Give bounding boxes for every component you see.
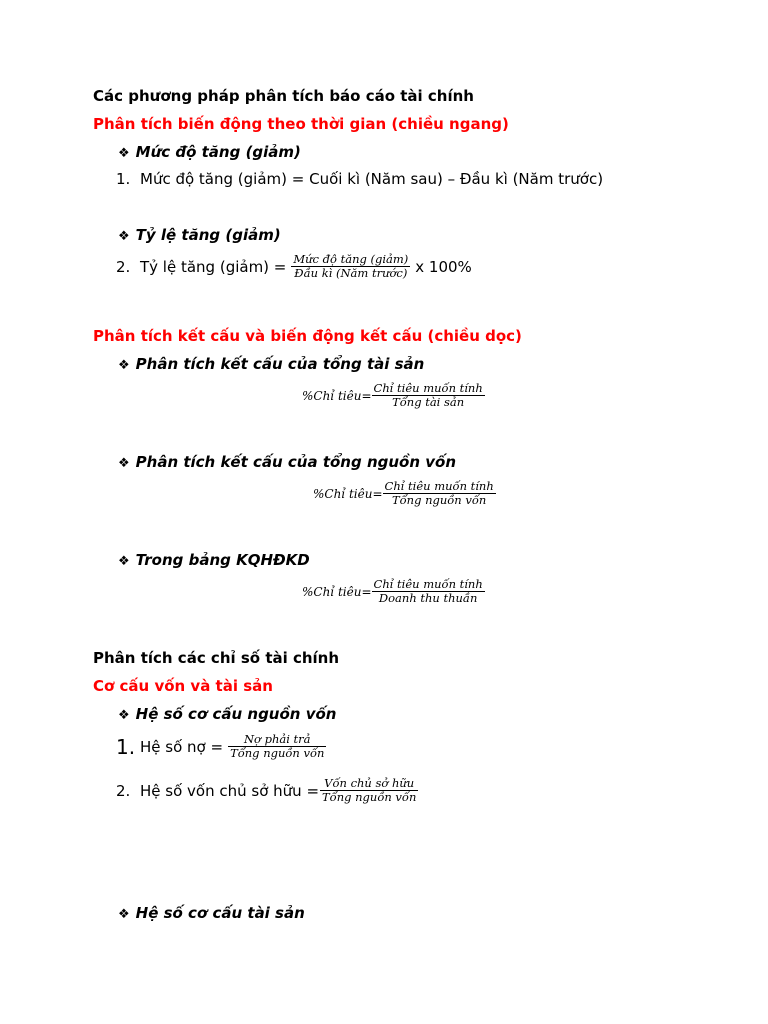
formula-capital-structure bbox=[313, 480, 496, 507]
bullet-item-capital-structure bbox=[118, 453, 456, 471]
bullet-item-income-statement bbox=[118, 551, 310, 569]
diamond-bullet-icon: ❖ bbox=[118, 708, 130, 723]
list-number: 2. bbox=[116, 257, 131, 276]
formula-income-statement bbox=[302, 578, 485, 605]
formula-fraction bbox=[228, 733, 326, 760]
list-item-1 bbox=[116, 170, 603, 188]
subsection-heading-structure: Cơ cấu vốn và tài sản bbox=[93, 677, 273, 695]
formula-lhs: %Chỉ tiêu= bbox=[302, 388, 372, 403]
bullet-label: Tỷ lệ tăng (giảm) bbox=[135, 226, 281, 244]
formula-asset-structure bbox=[302, 382, 485, 409]
formula-lhs: %Chỉ tiêu= bbox=[302, 584, 372, 599]
bullet-label: Hệ số cơ cấu tài sản bbox=[135, 904, 305, 922]
fraction-denominator: Tổng nguồn vốn bbox=[230, 746, 325, 760]
fraction-numerator: Chỉ tiêu muốn tính bbox=[373, 577, 483, 591]
bullet-item-asset-structure bbox=[118, 355, 424, 373]
bullet-item-asset-ratio bbox=[118, 904, 305, 922]
formula-fraction bbox=[372, 382, 485, 409]
section-heading-horizontal: Phân tích biến động theo thời gian (chiều ngang) bbox=[93, 115, 509, 133]
bullet-item-funding-structure bbox=[118, 705, 336, 723]
fraction-denominator: Đầu kì (Năm trước) bbox=[291, 266, 410, 280]
fraction-numerator: Chỉ tiêu muốn tính bbox=[373, 381, 483, 395]
fraction-numerator: Vốn chủ sở hữu bbox=[324, 776, 415, 790]
list-text: Mức độ tăng (giảm) = Cuối kì (Năm sau) – Đầu kì (Năm trước) bbox=[140, 170, 604, 188]
list-item-equity-ratio bbox=[116, 777, 418, 804]
bullet-label: Phân tích kết cấu của tổng nguồn vốn bbox=[135, 453, 457, 471]
diamond-bullet-icon: ❖ bbox=[118, 358, 130, 373]
fraction-denominator: Doanh thu thuần bbox=[372, 591, 485, 605]
formula-fraction bbox=[320, 777, 418, 804]
list-number: 2. bbox=[116, 781, 131, 800]
section-heading-ratios: Phân tích các chỉ số tài chính bbox=[93, 649, 340, 667]
list-text: Tỷ lệ tăng (giảm) = bbox=[140, 257, 287, 276]
fraction-numerator: Chỉ tiêu muốn tính bbox=[384, 479, 494, 493]
bullet-label: Trong bảng KQHĐKD bbox=[135, 551, 310, 569]
list-item-debt-ratio bbox=[116, 733, 326, 760]
formula-fraction bbox=[372, 578, 485, 605]
bullet-label: Phân tích kết cấu của tổng tài sản bbox=[135, 355, 425, 373]
diamond-bullet-icon: ❖ bbox=[118, 456, 130, 471]
bullet-item-change-rate bbox=[118, 226, 281, 244]
list-text: Hệ số vốn chủ sở hữu = bbox=[140, 781, 320, 800]
fraction-numerator: Nợ phải trả bbox=[243, 732, 311, 746]
formula-lhs: %Chỉ tiêu= bbox=[313, 486, 383, 501]
diamond-bullet-icon: ❖ bbox=[118, 907, 130, 922]
fraction-denominator: Tổng nguồn vốn bbox=[383, 493, 496, 507]
formula-fraction bbox=[383, 480, 496, 507]
bullet-label: Hệ số cơ cấu nguồn vốn bbox=[135, 705, 337, 723]
list-number: 1. bbox=[116, 734, 136, 759]
diamond-bullet-icon: ❖ bbox=[118, 229, 130, 244]
bullet-label: Mức độ tăng (giảm) bbox=[135, 143, 301, 161]
fraction-denominator: Tổng tài sản bbox=[372, 395, 485, 409]
list-item-2 bbox=[116, 253, 472, 280]
list-text-tail: x 100% bbox=[415, 257, 472, 276]
formula-fraction bbox=[291, 253, 410, 280]
diamond-bullet-icon: ❖ bbox=[118, 146, 130, 161]
section-heading-vertical: Phân tích kết cấu và biến động kết cấu (chiều dọc) bbox=[93, 327, 522, 345]
list-number: 1. bbox=[116, 170, 131, 188]
list-text: Hệ số nợ = bbox=[140, 737, 224, 756]
document-title: Các phương pháp phân tích báo cáo tài chính bbox=[93, 87, 474, 105]
fraction-numerator: Mức độ tăng (giảm) bbox=[293, 252, 409, 266]
diamond-bullet-icon: ❖ bbox=[118, 554, 130, 569]
fraction-denominator: Tổng nguồn vốn bbox=[322, 790, 417, 804]
bullet-item-change-level bbox=[118, 143, 301, 161]
